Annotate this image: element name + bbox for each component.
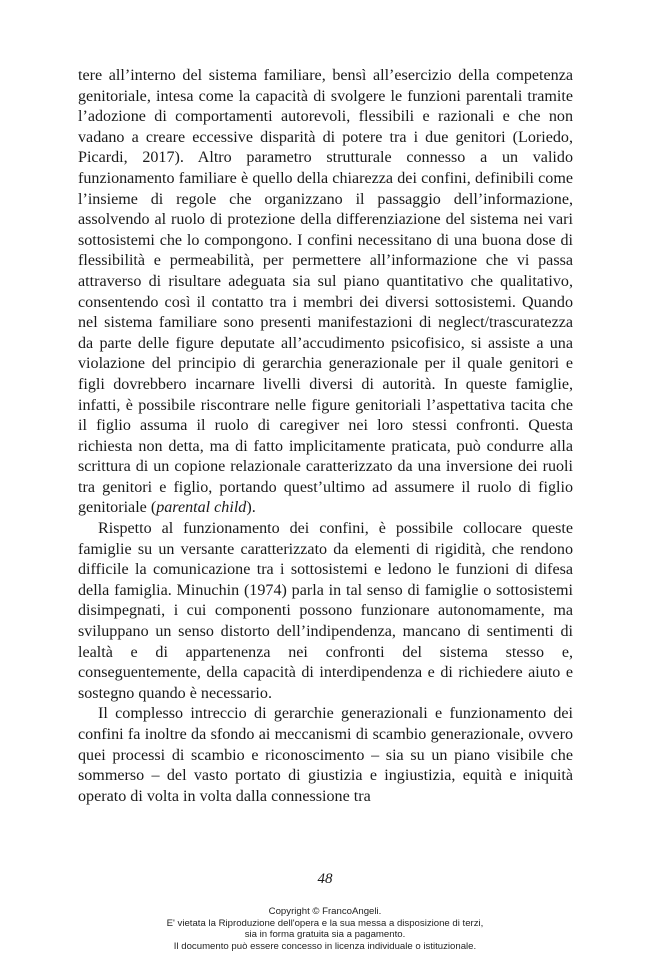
copyright-notice bbox=[0, 906, 650, 952]
paragraph-3: Il complesso intreccio di gerarchie generazionali e funzionamento dei confini fa inoltre da sfondo ai meccanismi di scambio generazionale, ovvero quei processi di scambio e riconoscimento – sia su un piano visibile che sommerso – del vasto portato di giustizia e ingiustizia, equità e iniquità operato di volta in volta dalla connessione tra bbox=[78, 705, 573, 805]
paragraph-1 bbox=[78, 66, 573, 519]
copyright-line-1: Copyright © FrancoAngeli. bbox=[268, 906, 382, 917]
paragraph-1-italic-term: parental child bbox=[156, 499, 247, 517]
paragraph-1-text: tere all’interno del sistema familiare, bensì all’esercizio della competenza genitoriale, intesa come la capacità di svolgere le funzioni parentali tramite l’adozione di comportamenti autorevoli, flessibili e razionali e che non vadano a creare eccessive disparità di potere tra i due genitori (Loriedo, Picardi, 2017). Altro parametro strutturale connesso a un valido funzionamento familiare è quello della chiarezza dei confini, definibili come l’insieme di regole che organizzano il passaggio dell’informazione, assolvendo al ruolo di protezione della differenziazione del sistema nei vari sottosistemi che lo compongono. I confini necessitano di una buona dose di flessibilità e permeabilità, per permettere all’informazione che vi passa attraverso di risultare adeguata sia sul piano quantitativo che qualitativo, consentendo così il contatto tra i membri dei diversi sottosistemi. Quando nel sistema familiare sono presenti manifestazioni di neglect/trascuratezza da parte delle figure deputate all’accudimento psicofisico, si assiste a una violazione del principio di gerarchia generazionale per il quale genitori e figli dovrebbero incarnare livelli diversi di autorità. In queste famiglie, infatti, è possibile riscontrare nelle figure genitoriali l’aspettativa tacita che il figlio assuma il ruolo di caregiver nei loro stessi confronti. Questa richiesta non detta, ma di fatto implicitamente praticata, può condurre alla scrittura di un copione relazionale caratterizzato da una inversione dei ruoli tra genitori e figlio, portando quest’ultimo ad assumere il ruolo di figlio genitoriale ( bbox=[78, 67, 573, 517]
paragraph-1-end: ). bbox=[246, 499, 256, 517]
copyright-line-3: sia in forma gratuita sia a pagamento. bbox=[244, 929, 406, 941]
copyright-line-4: Il documento può essere concesso in licenza individuale o istituzionale. bbox=[173, 940, 477, 952]
body-text bbox=[78, 66, 573, 807]
page-number: 48 bbox=[317, 871, 333, 887]
copyright-line-2: E' vietata la Riproduzione dell'opera e la sua messa a disposizione di terzi, bbox=[166, 917, 484, 929]
paragraph-2: Rispetto al funzionamento dei confini, è possibile collocare queste famiglie su un versante caratterizzato da elementi di rigidità, che rendono difficile la comunicazione tra i sottosistemi e ledono le funzioni di difesa della famiglia. Minuchin (1974) parla in tal senso di famiglie o sottosistemi disimpegnati, i cui componenti possono funzionare autonomamente, ma sviluppano un senso distorto dell’indipendenza, mancano di sentimenti di lealtà e di appartenenza nei confronti del sistema stesso e, conseguentemente, della capacità di interdipendenza e di richiedere aiuto e sostegno quando è necessario. bbox=[78, 520, 573, 702]
